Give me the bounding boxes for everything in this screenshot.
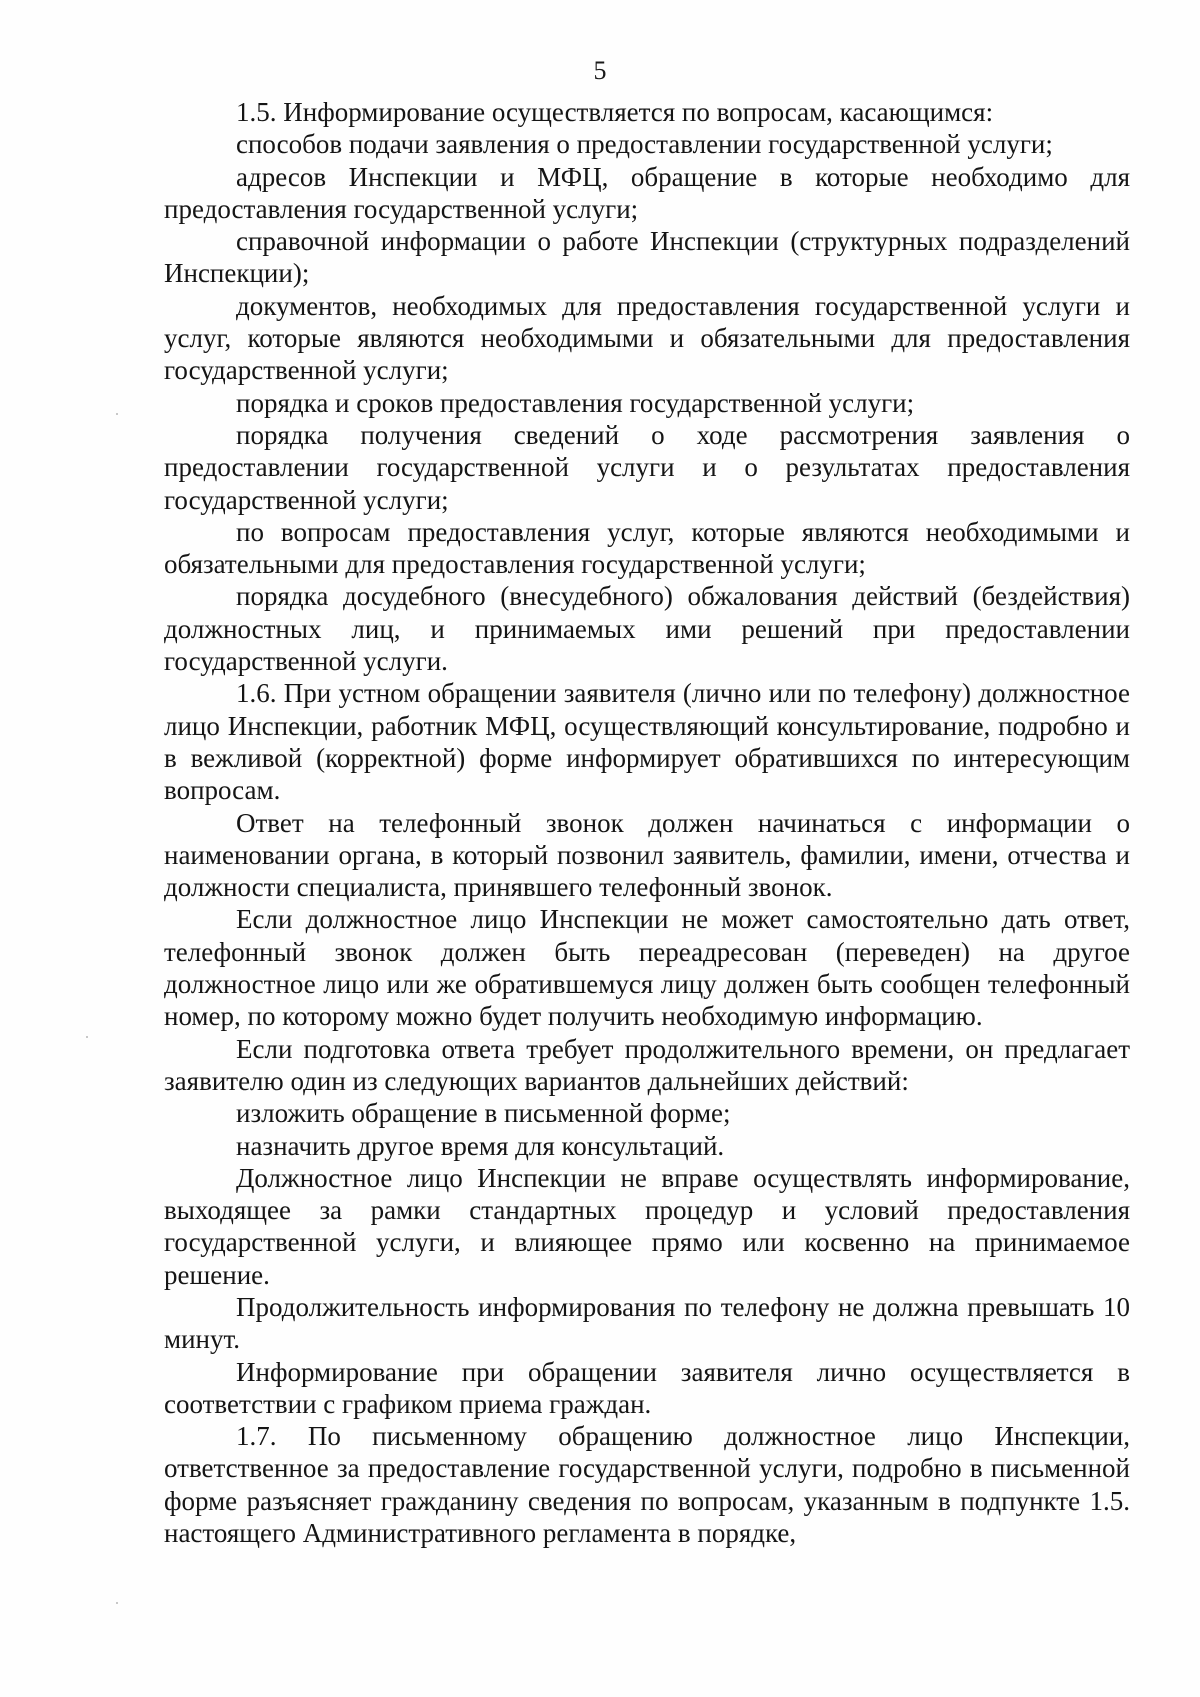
paragraph: Продолжительность информирования по телефону не должна превышать 10 минут. [164,1291,1130,1355]
scan-speck [116,413,118,415]
paragraph: назначить другое время для консультаций. [236,1130,725,1161]
scan-speck [86,1036,88,1038]
paragraph: 1.5. Информирование осуществляется по вопросам, касающимся: [236,97,994,127]
page-number: 5 [593,56,607,85]
scan-speck [116,1602,118,1604]
paragraph: Ответ на телефонный звонок должен начинаться с информации о наименовании органа, в который позвонил заявитель, фамилии, имени, отчества и должности специалиста, принявшего телефонный звонок. [164,807,1130,903]
document-body [164,96,1130,1549]
paragraph: способов подачи заявления о предоставлении государственной услуги; [236,129,1053,160]
paragraph: 1.6. При устном обращении заявителя (лично или по телефону) должностное лицо Инспекции, работник МФЦ, осуществляющий консультирование, подробно и в вежливой (корректной) форме информирует обратившихся по интересующим вопросам. [164,678,1130,806]
paragraph: порядка досудебного (внесудебного) обжалования действий (бездействия) должностных лиц, и принимаемых ими решений при предоставлении государственной услуги. [164,581,1130,677]
paragraph: документов, необходимых для предоставления государственной услуги и услуг, которые являются необходимыми и обязательными для предоставления государственной услуги; [164,290,1130,386]
paragraph: по вопросам предоставления услуг, которые являются необходимыми и обязательными для предоставления государственной услуги; [164,516,1130,580]
paragraph: порядка получения сведений о ходе рассмотрения заявления о предоставлении государственной услуги и о результатах предоставления государственной услуги; [164,419,1130,515]
paragraph: 1.7. По письменному обращению должностное лицо Инспекции, ответственное за предоставление государственной услуги, подробно в письменной форме разъясняет гражданину сведения по вопросам, указанным в подпункте 1.5. настоящего Административного регламента в порядке, [164,1421,1130,1549]
paragraph: изложить обращение в письменной форме; [236,1098,731,1129]
paragraph: Информирование при обращении заявителя лично осуществляется в соответствии с графиком приема граждан. [164,1356,1130,1419]
paragraph: Если подготовка ответа требует продолжительного времени, он предлагает заявителю один из следующих вариантов дальнейших действий: [164,1033,1130,1096]
paragraph: Должностное лицо Инспекции не вправе осуществлять информирование, выходящее за рамки стандартных процедур и условий предоставления государственной услуги, и влияющее прямо или косвенно на принимаемое решение. [164,1162,1130,1290]
paragraph: адресов Инспекции и МФЦ, обращение в которые необходимо для предоставления государственной услуги; [164,161,1130,224]
paragraph: справочной информации о работе Инспекции (структурных подразделений Инспекции); [164,226,1130,289]
paragraph: порядка и сроков предоставления государственной услуги; [236,387,915,418]
paragraph: Если должностное лицо Инспекции не может самостоятельно дать ответ, телефонный звонок должен быть переадресован (переведен) на другое должностное лицо или же обратившемуся лицу должен быть сообщен телефонный номер, по которому можно будет получить необходимую информацию. [164,904,1130,1032]
